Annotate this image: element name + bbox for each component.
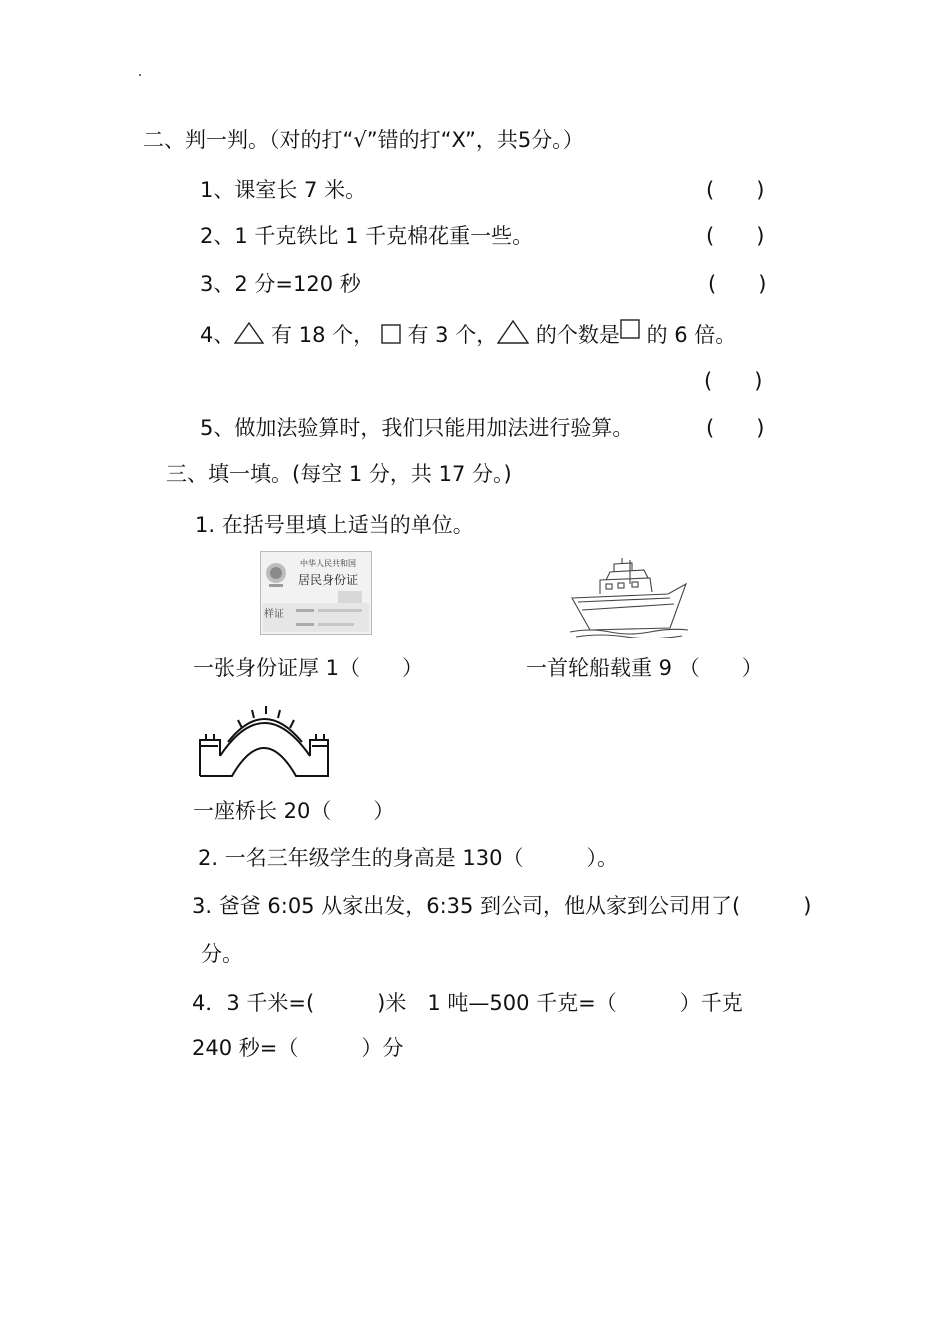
id-card-line2: 居民身份证: [297, 573, 359, 587]
item-4-part4: 的 6 倍。: [639, 323, 737, 347]
section3-title: 三、填一填。(每空 1 分，共 17 分。): [166, 462, 512, 486]
id-card-image: [260, 551, 372, 639]
fill-q4-line1: 4．3 千米=( )米 1 吨—500 千克=（ ）千克: [192, 991, 743, 1015]
fill-q1-a: 一张身份证厚 1（ ）: [193, 656, 424, 680]
fill-q4-line2: 240 秒=（ ）分: [192, 1036, 404, 1060]
judge-item-5: 5、做加法验算时，我们只能用加法进行验算。: [200, 416, 634, 440]
triangle-icon: [234, 322, 264, 344]
section2-title: 二、判一判。（对的打“√”错的打“X”，共5分。）: [143, 128, 584, 152]
answer-bracket-4[interactable]: ( ): [704, 369, 763, 393]
fill-q1-b: 一首轮船载重 9 （ ）: [526, 656, 763, 680]
square-icon: [620, 319, 640, 339]
answer-bracket-5[interactable]: ( ): [706, 416, 765, 440]
id-card-line1: 中华人民共和国: [300, 559, 356, 568]
item-4-part3: 的个数是: [529, 323, 620, 347]
judge-item-1: 1、课室长 7 米。: [200, 178, 367, 202]
answer-bracket-1[interactable]: ( ): [706, 178, 765, 202]
square-icon: [381, 324, 401, 344]
item-4-part1: 有 18 个，: [264, 323, 375, 347]
ship-image: [570, 558, 690, 642]
fill-q3-line2: 分。: [201, 942, 243, 966]
answer-bracket-3[interactable]: ( ): [708, 272, 767, 296]
speck: [139, 74, 141, 76]
judge-item-3: 3、2 分=120 秒: [200, 272, 361, 296]
fill-q1-title: 1. 在括号里填上适当的单位。: [195, 513, 474, 537]
triangle-icon: [497, 320, 529, 344]
fill-q3-line1: 3. 爸爸 6:05 从家出发，6:35 到公司，他从家到公司用了( ): [192, 894, 812, 918]
id-card-label: 样证: [264, 609, 284, 620]
judge-item-4: [200, 319, 736, 349]
judge-item-2: 2、1 千克铁比 1 千克棉花重一些。: [200, 224, 534, 248]
item-4-prefix: 4、: [200, 323, 235, 347]
answer-bracket-2[interactable]: ( ): [706, 224, 765, 248]
bridge-image: [198, 700, 332, 784]
item-4-part2: 有 3 个，: [400, 323, 498, 347]
fill-q2: 2. 一名三年级学生的身高是 130（ ）。: [198, 846, 618, 870]
fill-q1-c: 一座桥长 20（ ）: [193, 799, 395, 823]
